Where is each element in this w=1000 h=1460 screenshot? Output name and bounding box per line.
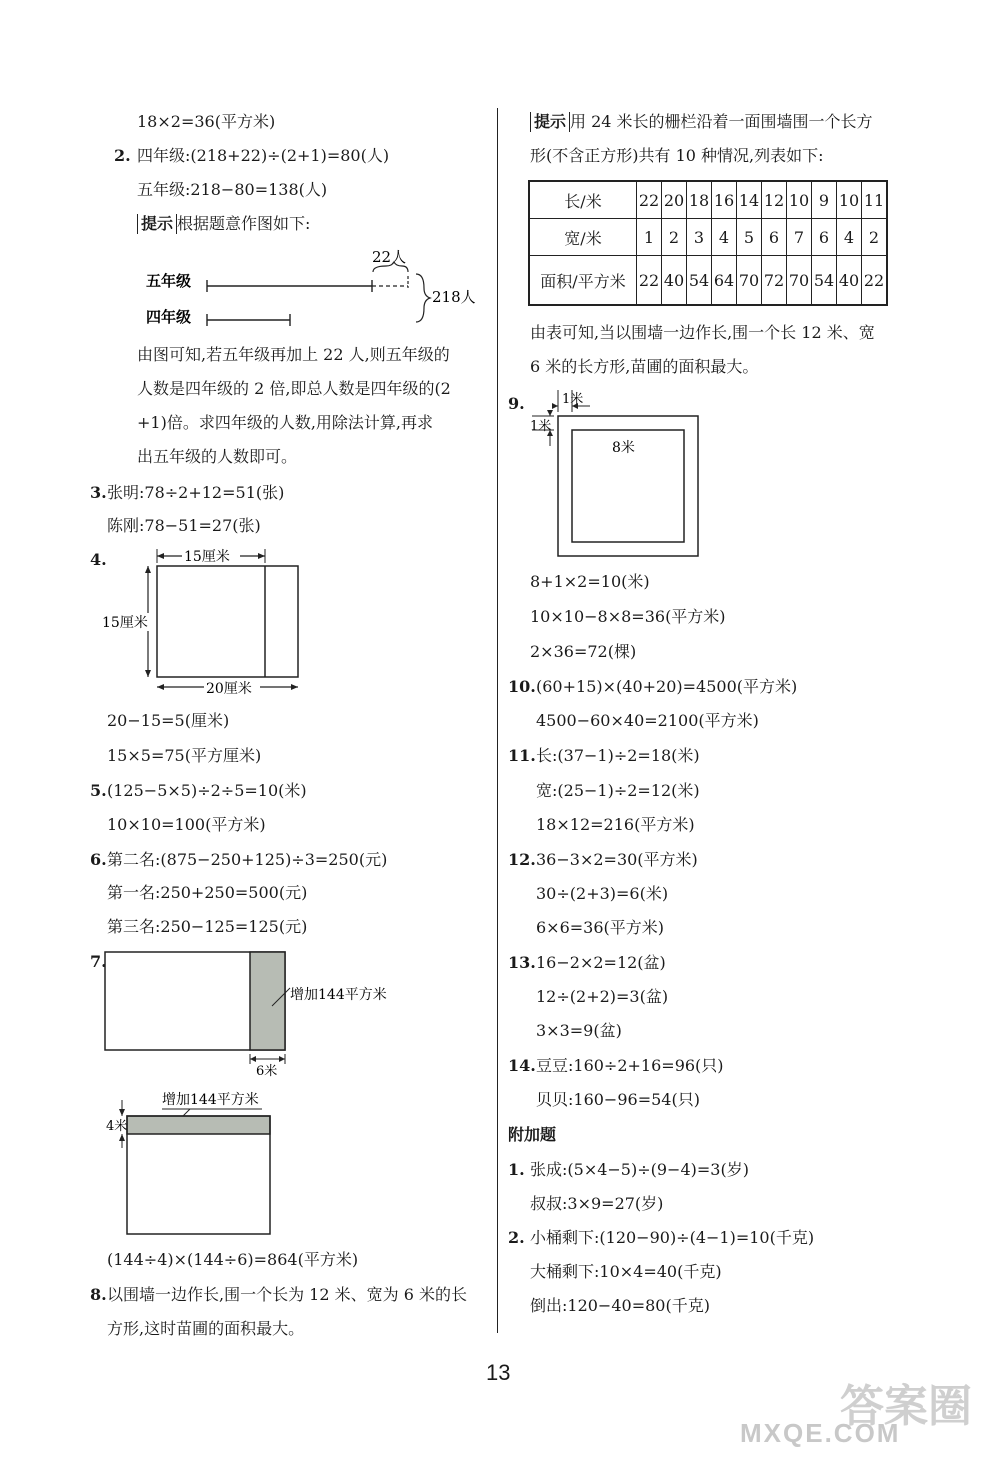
table-cell: 7	[787, 219, 812, 256]
table-cell: 20	[662, 181, 687, 219]
answer-line: 叔叔:3×9=27(岁)	[530, 1194, 664, 1213]
label-1m-left: 1米	[530, 419, 552, 434]
table-cell: 70	[787, 256, 812, 306]
fence-table	[528, 180, 888, 306]
answer-line: 倒出:120−40=80(千克)	[530, 1296, 710, 1315]
table-cell: 12	[762, 181, 787, 219]
table-cell: 64	[712, 256, 737, 306]
table-cell: 70	[737, 256, 762, 306]
conclusion-line: 6 米的长方形,苗圃的面积最大。	[530, 357, 759, 376]
explanation-line: 人数是四年级的 2 倍,即总人数是四年级的(2	[137, 379, 451, 398]
answer-line: 12÷(2+2)=3(盆)	[536, 987, 669, 1006]
answer-line: 宽:(25−1)÷2=12(米)	[536, 781, 700, 800]
table-cell: 18	[687, 181, 712, 219]
label-4m: 4米	[106, 1119, 128, 1134]
answer-line: 第一名:250+250=500(元)	[107, 883, 308, 902]
page-number: 13	[486, 1360, 511, 1385]
answer-line: 陈刚:78−51=27(张)	[107, 516, 261, 535]
question-number: 5.	[90, 781, 107, 800]
answer-line: 第三名:250−125=125(元)	[107, 917, 308, 936]
answer-line: (125−5×5)÷2÷5=10(米)	[107, 781, 307, 800]
hint-line: 形(不含正方形)共有 10 种情况,列表如下:	[530, 146, 824, 165]
table-cell: 54	[812, 256, 837, 306]
answer-line: 18×12=216(平方米)	[536, 815, 695, 834]
table-cell: 10	[837, 181, 862, 219]
table-cell: 16	[712, 181, 737, 219]
table-cell: 54	[687, 256, 712, 306]
answer-line: 36−3×2=30(平方米)	[536, 850, 698, 869]
answer-line: 3×3=9(盆)	[536, 1021, 622, 1040]
answer-line: 15×5=75(平方厘米)	[107, 746, 262, 765]
hint-line: 提示 根据题意作图如下:	[137, 214, 310, 234]
question-number: 12.	[508, 850, 536, 869]
row-header: 面积/平方米	[529, 256, 637, 306]
label-left-15cm: 15厘米	[102, 615, 148, 631]
answer-line: 16−2×2=12(盆)	[536, 953, 666, 972]
answer-line: 大桶剩下:10×4=40(千克)	[530, 1262, 722, 1281]
explanation-line: +1)倍。求四年级的人数,用除法计算,再求	[137, 413, 434, 432]
question-number: 10.	[508, 677, 536, 696]
table-cell: 10	[787, 181, 812, 219]
rectangle-diagram-q4	[100, 545, 310, 700]
answer-line: 6×6=36(平方米)	[536, 918, 665, 937]
conclusion-line: 由表可知,当以围墙一边作长,围一个长 12 米、宽	[530, 323, 875, 342]
label-grade5: 五年级	[146, 272, 192, 290]
table-cell: 72	[762, 256, 787, 306]
question-number: 2.	[114, 146, 131, 165]
table-cell: 40	[662, 256, 687, 306]
question-number: 4.	[90, 550, 107, 569]
hint-tag: 提示	[530, 112, 570, 132]
answer-line: 10×10−8×8=36(平方米)	[530, 607, 726, 626]
question-number: 8.	[90, 1285, 107, 1304]
table-cell: 5	[737, 219, 762, 256]
table-cell: 9	[812, 181, 837, 219]
square-diagram-q9	[528, 386, 708, 561]
answer-line: 30÷(2+3)=6(米)	[536, 884, 669, 903]
explanation-line: 由图可知,若五年级再加上 22 人,则五年级的	[137, 345, 450, 364]
table-row	[529, 256, 887, 306]
question-number: 1.	[508, 1160, 525, 1179]
table-cell: 6	[762, 219, 787, 256]
label-8m: 8米	[612, 440, 635, 456]
table-cell: 22	[862, 256, 888, 306]
column-divider	[497, 108, 498, 1333]
table-row	[529, 219, 887, 256]
answer-line: 第二名:(875−250+125)÷3=250(元)	[107, 850, 388, 869]
rectangle-diagram-q7b	[100, 1088, 420, 1243]
table-cell: 4	[837, 219, 862, 256]
row-header: 长/米	[529, 181, 637, 219]
hint-tag: 提示	[137, 214, 177, 234]
bar-diagram	[140, 244, 500, 334]
answer-line: 20−15=5(厘米)	[107, 711, 230, 730]
label-add-144-b: 增加144平方米	[162, 1092, 259, 1108]
answer-line: 以围墙一边作长,围一个长为 12 米、宽为 6 米的长	[107, 1285, 467, 1304]
answer-line: 小桶剩下:(120−90)÷(4−1)=10(千克)	[530, 1228, 815, 1247]
watermark-logo: 答案圈	[840, 1381, 972, 1432]
question-number: 6.	[90, 850, 107, 869]
answer-line: 贝贝:160−96=54(只)	[536, 1090, 700, 1109]
label-6m: 6米	[256, 1064, 278, 1079]
answer-line: 长:(37−1)÷2=18(米)	[536, 746, 700, 765]
question-number: 2.	[508, 1228, 525, 1247]
answer-line: 10×10=100(平方米)	[107, 815, 266, 834]
question-number: 7.	[90, 952, 107, 971]
answer-line: 4500−60×40=2100(平方米)	[536, 711, 759, 730]
section-title: 附加题	[508, 1125, 557, 1144]
table-cell: 1	[637, 219, 662, 256]
label-1m-top: 1米	[562, 392, 584, 407]
row-header: 宽/米	[529, 219, 637, 256]
table-row	[529, 181, 887, 219]
table-cell: 4	[712, 219, 737, 256]
table-cell: 40	[837, 256, 862, 306]
line-q1-end: 18×2=36(平方米)	[137, 112, 276, 131]
question-number: 13.	[508, 953, 536, 972]
explanation-line: 出五年级的人数即可。	[137, 447, 298, 466]
table-cell: 2	[662, 219, 687, 256]
answer-line: 四年级:(218+22)÷(2+1)=80(人)	[137, 146, 390, 165]
answer-line: 方形,这时苗圃的面积最大。	[107, 1319, 305, 1338]
table-cell: 22	[637, 181, 662, 219]
label-add-144: 增加144平方米	[290, 987, 387, 1003]
label-bottom-20cm: 20厘米	[206, 681, 252, 697]
watermark: MXQE.COM	[740, 1418, 901, 1448]
label-grade4: 四年级	[146, 308, 192, 326]
table-cell: 22	[637, 256, 662, 306]
rectangle-diagram-q7a	[100, 946, 430, 1081]
answer-line: 8+1×2=10(米)	[530, 572, 650, 591]
table-cell: 11	[862, 181, 888, 219]
table-cell: 3	[687, 219, 712, 256]
hint-line: 提示 用 24 米长的栅栏沿着一面围墙围一个长方	[530, 112, 873, 132]
table-cell: 2	[862, 219, 888, 256]
table-cell: 14	[737, 181, 762, 219]
question-number: 3.	[90, 483, 107, 502]
question-number: 11.	[508, 746, 536, 765]
question-number: 9.	[508, 394, 525, 413]
answer-line: (144÷4)×(144÷6)=864(平方米)	[107, 1250, 359, 1269]
answer-line: 五年级:218−80=138(人)	[137, 180, 328, 199]
answer-line: 豆豆:160÷2+16=96(只)	[536, 1056, 724, 1075]
answer-line: 张成:(5×4−5)÷(9−4)=3(岁)	[530, 1160, 749, 1179]
label-top-15cm: 15厘米	[184, 549, 230, 565]
answer-line: (60+15)×(40+20)=4500(平方米)	[536, 677, 798, 696]
answer-line: 2×36=72(棵)	[530, 642, 637, 661]
label-218: 218人	[432, 288, 476, 306]
label-22: 22人	[372, 248, 407, 266]
table-cell: 6	[812, 219, 837, 256]
answer-line: 张明:78÷2+12=51(张)	[107, 483, 285, 502]
question-number: 14.	[508, 1056, 536, 1075]
